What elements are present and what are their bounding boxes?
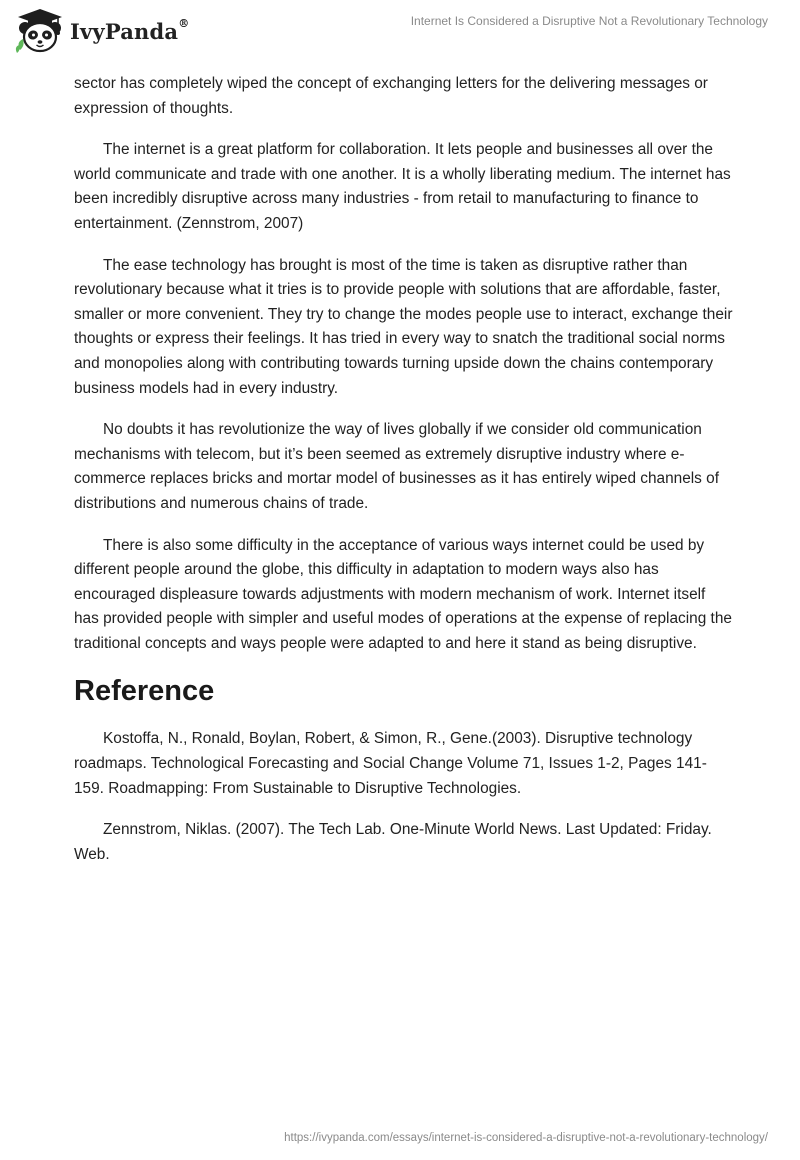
- essay-content: [74, 72, 734, 884]
- paragraph: The ease technology has brought is most of the time is taken as disruptive rather than revolutionary because what it tries is to provide people with solutions that are affordable, faster, smaller or more convenient. They try to change the modes people use to interact, exchange their thoughts or express their feelings. It has tried in every way to snatch the traditional social norms and monopolies along with contributing towards turning upside down the chains contemporary business models had in every industry.: [74, 256, 733, 397]
- paragraph: There is also some difficulty in the acceptance of various ways internet could be used by different people around the globe, this difficulty in adaptation to modern ways also has encouraged displeasure towards adjustments with modern mechanism of work. Internet itself has provided people with simpler and useful modes of operations at the expense of replacing the traditional concepts and ways people were adapted to and here it stand as being disruptive.: [74, 536, 732, 652]
- panda-graduate-logo-icon: [14, 6, 66, 56]
- ivypanda-logo[interactable]: [14, 6, 189, 56]
- paragraph: The internet is a great platform for collaboration. It lets people and businesses all over the world communicate and trade with one another. It is a wholly liberating medium. The internet has been incredibly disruptive across many industries - from retail to manufacturing to finance to entertainment. (Zennstrom, 2007): [74, 141, 731, 232]
- reference-item: Kostoffa, N., Ronald, Boylan, Robert, & Simon, R., Gene.(2003). Disruptive technology roadmaps. Technological Forecasting and Social Change Volume 71, Issues 1-2, Pages 141-159. Roadmapping: From Sustainable to Disruptive Technologies.: [74, 730, 707, 797]
- registered-mark: ®: [178, 16, 190, 30]
- page-header: [0, 0, 800, 64]
- reference-item: Zennstrom, Niklas. (2007). The Tech Lab. One-Minute World News. Last Updated: Friday. Web.: [74, 821, 712, 863]
- source-url-link[interactable]: https://ivypanda.com/essays/internet-is-considered-a-disruptive-not-a-revolutionary-technology/: [284, 1132, 768, 1144]
- paragraph: No doubts it has revolutionize the way of lives globally if we consider old communication mechanisms with telecom, but it’s been seemed as extremely disruptive industry where e-commerce replaces bricks and mortar model of businesses as it has entirely wiped channels of distributions and numerous chains of trade.: [74, 421, 719, 512]
- reference-heading: Reference: [74, 675, 215, 708]
- brand-name: IvyPanda®: [70, 16, 190, 44]
- document-title: Internet Is Considered a Disruptive Not a Revolutionary Technology: [410, 14, 768, 28]
- paragraph-continued: sector has completely wiped the concept of exchanging letters for the delivering messages or expression of thoughts.: [74, 75, 708, 117]
